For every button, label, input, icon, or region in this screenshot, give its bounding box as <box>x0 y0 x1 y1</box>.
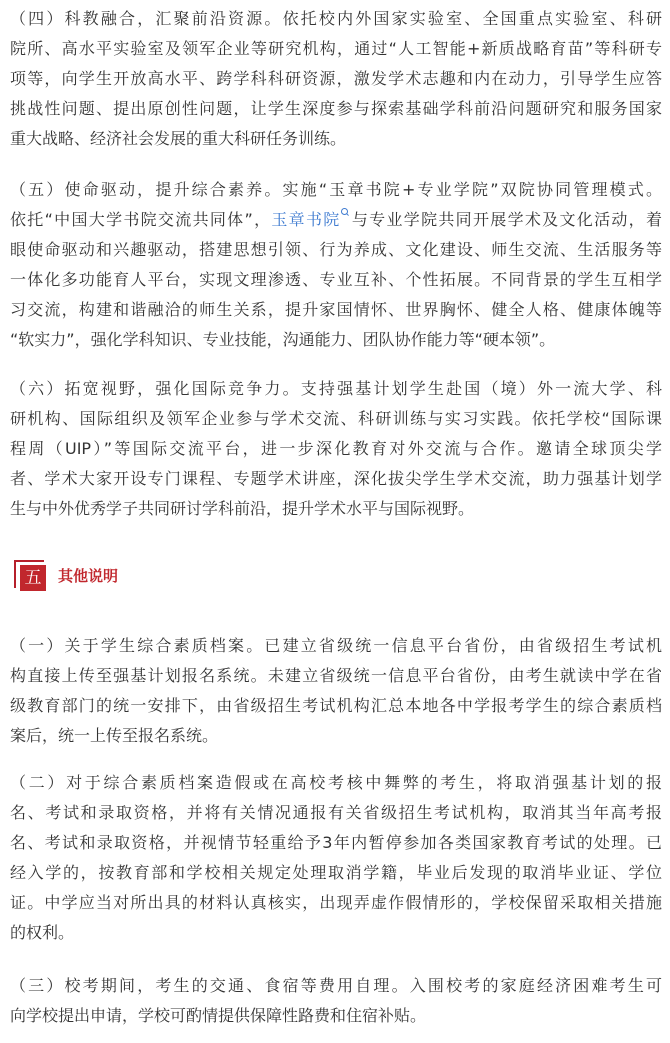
text-line: （六）拓宽视野，强化国际竞争力。支持强基计划学生赴国（境）外一流大学、科 <box>10 379 662 398</box>
text-segment: 依托“中国大学书院交流共同体”， <box>10 210 272 229</box>
text-line: 名、考试和录取资格，并将有关情况通报有关省级招生考试机构，取消其当年高考报 <box>10 803 662 822</box>
section-header <box>14 560 118 592</box>
text-line: 项等，向学生开放高水平、跨学科科研资源，激发学术志趣和内在动力，引导学生应答 <box>10 69 662 88</box>
text-line: 挑战性问题、提出原创性问题，让学生深度参与探索基础学科前沿问题研究和服务国家 <box>10 99 662 118</box>
text-line: （二）对于综合素质档案造假或在高校考核中舞弊的考生，将取消强基计划的报 <box>10 773 662 792</box>
text-line: 眼使命驱动和兴趣驱动，搭建思想引领、行为养成、文化建设、师生交流、生活服务等 <box>10 240 662 259</box>
text-line: （一）关于学生综合素质档案。已建立省级统一信息平台省份，由省级招生考试机 <box>10 636 662 655</box>
search-icon[interactable] <box>341 208 349 216</box>
text-line: 证。中学应当对所出具的材料认真核实，出现弄虚作假情形的，学校保留采取相关措施 <box>10 893 662 912</box>
text-line: 案后，统一上传至报名系统。 <box>10 726 219 745</box>
text-segment: 与专业学院共同开展学术及文化活动，着 <box>350 210 662 229</box>
text-line: 向学校提出申请，学校可酌情提供保障性路费和住宿补贴。 <box>10 1006 427 1025</box>
text-line: 一体化多功能育人平台，实现文理渗透、专业互补、个性拓展。不同背景的学生互相学 <box>10 270 662 289</box>
text-line-with-link <box>10 205 662 235</box>
paragraph-fraud-policy <box>10 768 662 948</box>
text-line: 院所、高水平实验室及领军企业等研究机构，通过“人工智能+新质战略育苗”等科研专 <box>10 39 662 58</box>
text-line: 习交流，构建和谐融洽的师生关系，提升家国情怀、世界胸怀、健全人格、健康体魄等 <box>10 300 662 319</box>
text-line: 级教育部门的统一安排下，由省级招生考试机构汇总本地各中学报考学生的综合素质档 <box>10 696 662 715</box>
text-line: （三）校考期间，考生的交通、食宿等费用自理。入围校考的家庭经济困难考生可 <box>10 976 662 995</box>
paragraph-quality-archive <box>10 631 662 751</box>
text-line: 构直接上传至强基计划报名系统。未建立省级统一信息平台省份，由考生就读中学在省 <box>10 666 662 685</box>
yuzhang-academy-link[interactable]: 玉章书院 <box>271 210 341 229</box>
paragraph-mission-driven <box>10 175 662 355</box>
text-line: 生与中外优秀学子共同研讨学科前沿，提升学术水平与国际视野。 <box>10 499 475 518</box>
text-line: 重大战略、经济社会发展的重大科研任务训练。 <box>10 129 347 148</box>
text-line: 者、学术大家开设专门课程、专题学术讲座，深化拔尖学生学术交流，助力强基计划学 <box>10 469 662 488</box>
section-title: 其他说明 <box>58 567 119 585</box>
text-line: 研机构、国际组织及领军企业参与学术交流、科研训练与实习实践。依托学校“国际课 <box>10 409 662 428</box>
text-line: 的权利。 <box>10 923 75 942</box>
paragraph-expenses <box>10 971 662 1031</box>
section-number: 五 <box>20 565 46 591</box>
text-line: 程周（UIP）”等国际交流平台，进一步深化教育对外交流与合作。邀请全球顶尖学 <box>10 439 662 458</box>
text-line: （四）科教融合，汇聚前沿资源。依托校内外国家实验室、全国重点实验室、科研 <box>10 9 662 28</box>
text-line: 名、考试和录取资格，并视情节轻重给予3年内暂停参加各类国家教育考试的处理。已 <box>10 833 662 852</box>
text-line: “软实力”，强化学科知识、专业技能，沟通能力、团队协作能力等“硬本领”。 <box>10 330 556 349</box>
section-number-badge <box>14 560 48 592</box>
paragraph-international-vision <box>10 374 662 524</box>
paragraph-science-education <box>10 4 662 154</box>
text-line: 经入学的，按教育部和学校相关规定处理取消学籍，毕业后发现的取消毕业证、学位 <box>10 863 662 882</box>
text-line: （五）使命驱动，提升综合素养。实施“玉章书院+专业学院”双院协同管理模式。 <box>10 180 662 199</box>
